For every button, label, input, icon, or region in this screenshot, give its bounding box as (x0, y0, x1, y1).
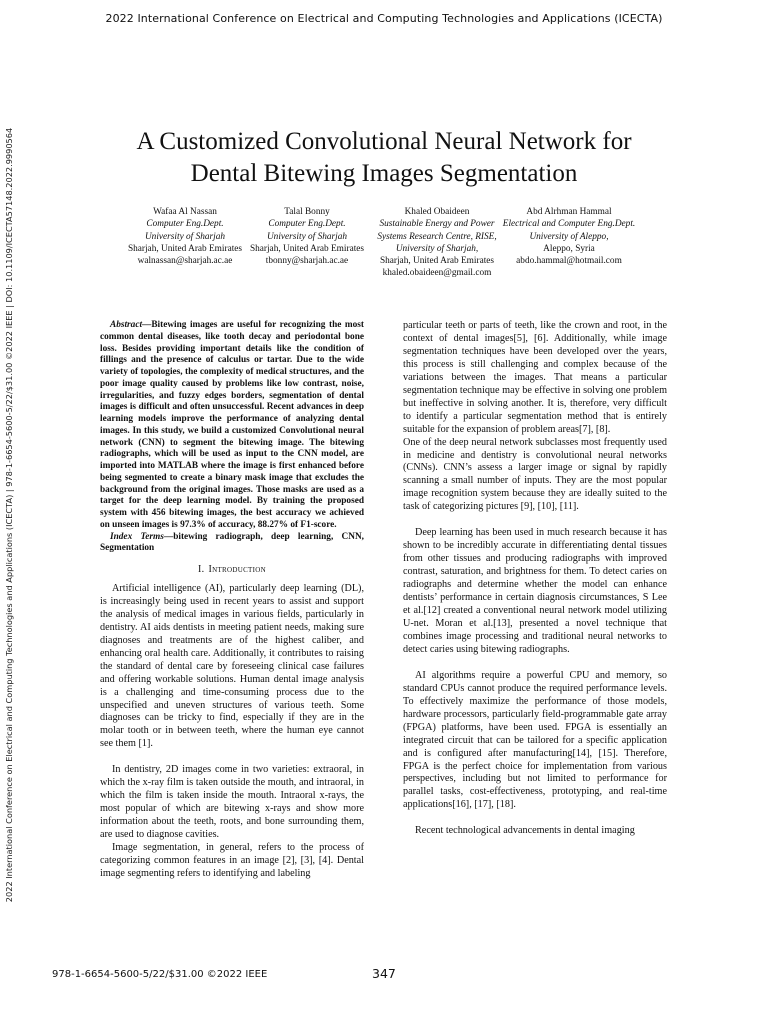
paper-title (60, 126, 708, 190)
title-line-2: Dental Bitewing Images Segmentation (190, 160, 578, 187)
abstract-text: —Bitewing images are useful for recognizing the most common dental diseases, like tooth decay and periodontal bone loss. Besides providing important details like the condition of fillings and the presence of calculus or tartar. Due to the wide variety of topologies, the complexity of medical structures, and the poor image quality caused by problems like low contrast, noise, irregularities, and fuzzy edges borders, segmentation of dental images is difficult and often unsuccessful. Recent advances in deep learning models improve the performance of analyzing dental images. In this study, we build a customized Convolutional neural network (CNN) to segment the bitewing image. The bitewing radiographs, which will be used as input to the CNN model, are imported into MATLAB where the image is first enhanced before being segmented to create a binary mask image that excludes the background from the original images. Those masks are used as a target for the deep learning model. By training the proposed system with 456 bitewing images, the best accuracy we achieved on unseen images is 97.3% of accuracy, 88.27% of F1-score. (100, 320, 364, 530)
index-terms (100, 532, 364, 556)
paragraph: particular teeth or parts of teeth, like the crown and root, in the context of dental images[5], [6]. Additionally, while image segmentation techniques have been developed over the years, this process is still challenging and complex because of the variations between the images. That means a particular segmentation technique may be effective in solving one problem but ineffective in solving another. It is, therefore, very difficult to identify a particular segmentation method that is entirely suitable for the expansion of problem areas[7], [8]. (403, 320, 667, 435)
author-email: abdo.hammal@hotmail.com (516, 256, 622, 267)
footer-isbn: 978-1-6654-5600-5/22/$31.00 ©2022 IEEE (52, 969, 268, 980)
author-university: University of Sharjah (144, 231, 226, 242)
author-university: University of Sharjah, (395, 243, 479, 254)
paragraph: AI algorithms require a powerful CPU and memory, so standard CPUs cannot produce the required performance levels. To effectively maximize the performance of those models, hardware processors, particularly field-programmable gate array (FPGA) platforms, have been used. FPGA is essentially an integrated circuit that can be tailored for a specific application and is configured after manufacturing[14], [15]. Therefore, FPGA is the perfect choice for implementation from various perspectives, including but not limited to performance for parallel tasks, cost-effectiveness, prototyping, and real-time applications[16], [17], [18]. (403, 669, 667, 811)
author-email: tbonny@sharjah.ac.ae (265, 256, 349, 267)
author-affiliation: Sustainable Energy and Power (379, 219, 495, 230)
author-name: Abd Alrhman Hammal (526, 207, 612, 217)
section-title: Introduction (208, 564, 266, 575)
author-location: Sharjah, United Arab Emirates (379, 256, 495, 267)
paragraph: Recent technological advancements in dental imaging (415, 825, 635, 837)
author-email: khaled.obaideen@gmail.com (382, 268, 492, 279)
author-university: University of Aleppo, (529, 231, 609, 242)
abstract-label: Abstract (110, 320, 143, 330)
paragraph: Deep learning has been used in much research because it has shown to be incredibly accurate in differentiating dental tissues from other tissues and producing radiographs with improved contrast, saturation, and brightness for them. To detect caries on radiographs and determine whether the model can enhance dentists’ performance in certain diagnosis circumstances, S Lee et al.[12] created a conventional neural network model utilizing U-net. Moran et al.[13], presented a novel technique that combines image processing and traditional neural networks to detect caries using bitewing radiographs. (403, 527, 667, 655)
conference-header: 2022 International Conference on Electrical and Computing Technologies and Applications (ICECTA) (105, 12, 663, 25)
author-location: Aleppo, Syria (543, 243, 595, 254)
author-affiliation: Systems Research Centre, RISE, (377, 231, 497, 242)
paragraph: In dentistry, 2D images come in two varieties: extraoral, in which the x-ray film is taken outside the mouth, and intraoral, in which the film is taken inside the mouth. Intraoral x-rays, the most popular of which are bitewing x-rays and show more information about the teeth, roots, and bone surrounding them, are used to diagnose cavities. (100, 764, 364, 841)
doi-sidebar-text: 2022 International Conference on Electrical and Computing Technologies and Applications (ICECTA) | 978-1-6654-5600-5/22/$31.00 ©2022 IEEE | DOI: 10.1109/ICECTA57148.2022.9990564 (4, 127, 14, 903)
right-column (403, 320, 667, 838)
author-email: walnassan@sharjah.ac.ae (137, 256, 233, 267)
section-heading (100, 564, 364, 577)
author-name: Wafaa Al Nassan (153, 207, 217, 217)
left-column (100, 320, 364, 881)
author-name: Talal Bonny (284, 207, 330, 217)
author-university: University of Sharjah (266, 231, 348, 242)
index-terms-text: —bitewing radiograph, deep learning, CNN, Segmentation (100, 531, 364, 554)
author-location: Sharjah, United Arab Emirates (127, 243, 243, 254)
author-location: Sharjah, United Arab Emirates (249, 243, 365, 254)
section-number: I. (198, 564, 205, 575)
paragraph: One of the deep neural network subclasses most frequently used in medicine and dentistry is convolutional neural networks (CNNs). CNN’s assess a larger image or signal by rapidly scanning a small number of inputs. They are the most popular image recognition system because they are ideally suited to the task of categorizing pictures [9], [10], [11]. (403, 436, 667, 513)
author-dept: Computer Eng.Dept. (268, 219, 346, 230)
abstract (100, 320, 364, 532)
paragraph: Artificial intelligence (AI), particularly deep learning (DL), is increasingly being used in recent years to assist and support the analysis of medical images in various fields, particularly in dentistry. AI aids dentists in meeting patient needs, making sure diagnoses and treatments are of the highest caliber, and enhancing oral health care. Additionally, it contributes to raising the standard of dental care by foreseeing clinical case failures and offering workable solutions. Human dental image analysis is a challenging and time-consuming process due to the unspecified and uneven structures of various teeth. Some diagnoses can be tricky to find, especially if they are in the molar tooth or in between teeth, where the human eye cannot see them [1]. (100, 582, 364, 750)
page-number: 347 (372, 966, 396, 981)
author-dept: Computer Eng.Dept. (146, 219, 224, 230)
author-name: Khaled Obaideen (404, 207, 470, 217)
paragraph: Image segmentation, in general, refers to the process of categorizing common features in an image [2], [3], [4]. Dental image segmenting refers to identifying and labeling (100, 842, 364, 879)
author-4 (484, 206, 654, 267)
author-dept: Electrical and Computer Eng.Dept. (502, 219, 636, 230)
index-terms-label: Index Terms (110, 531, 164, 542)
doi-sidebar (0, 127, 18, 903)
title-line-1: A Customized Convolutional Neural Network for (136, 128, 632, 155)
